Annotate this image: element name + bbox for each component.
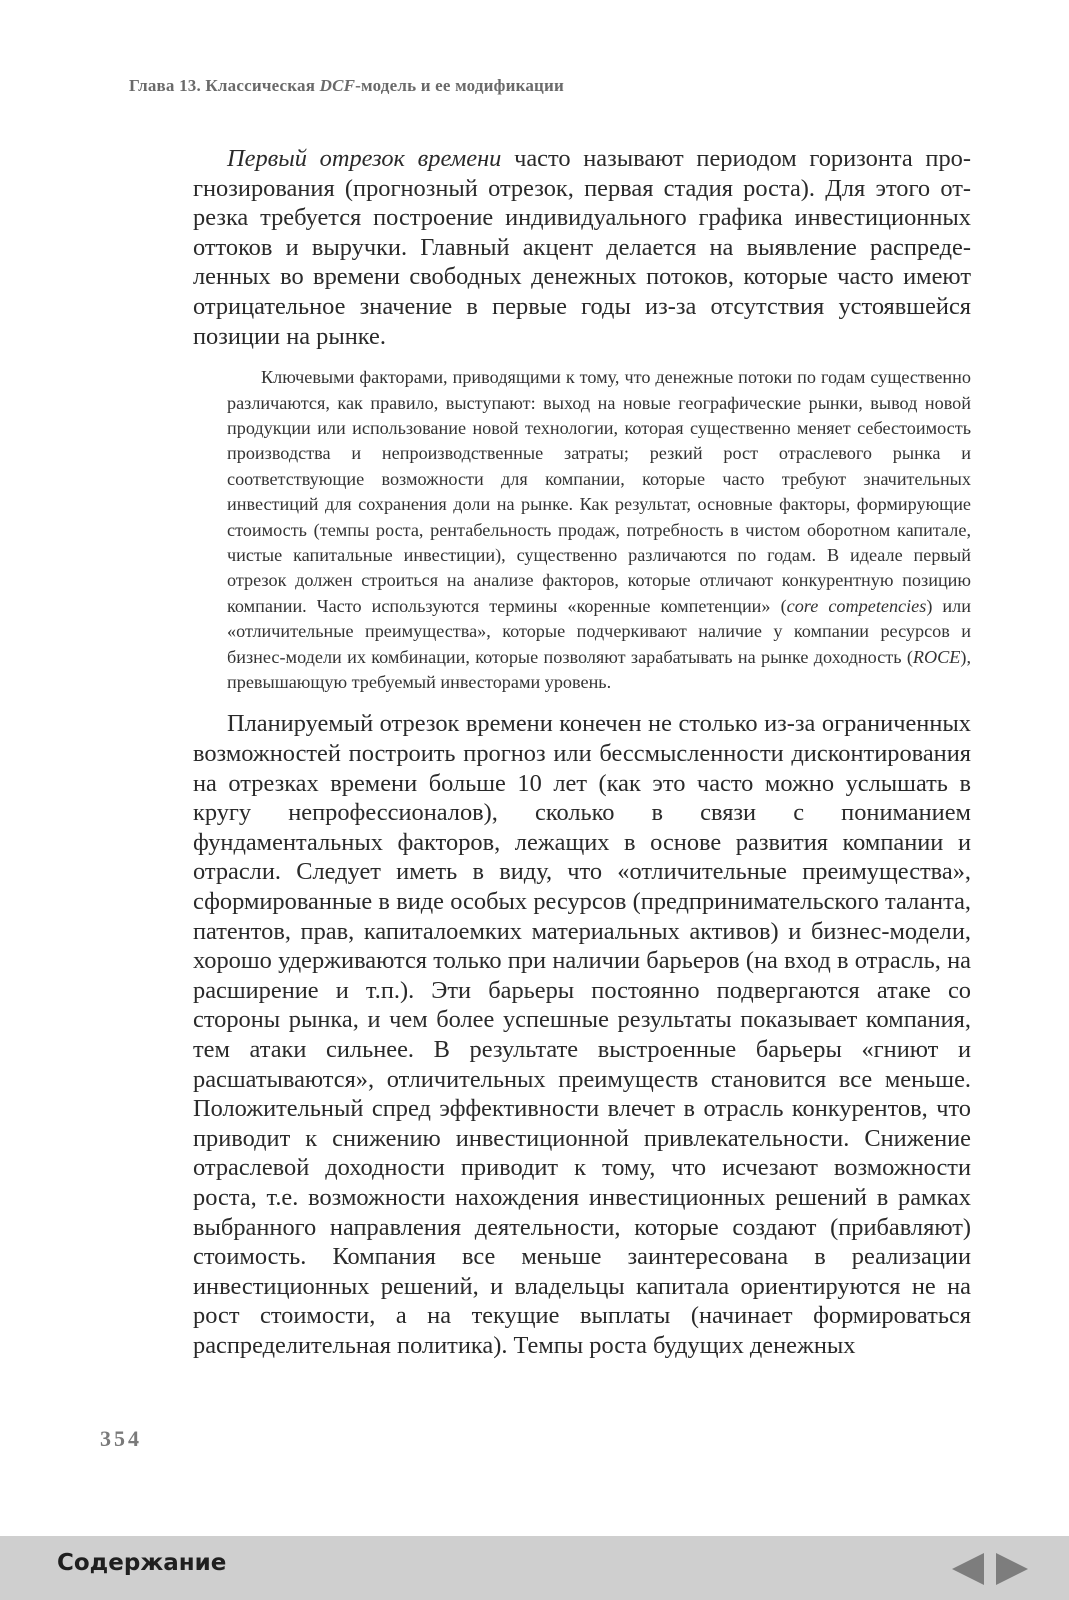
note-text-2: ) или «отличительные преимущества», которые подчеркивают наличие у компании ресурсов и бизнес-модели их комбинации, которые позволяют зарабатывать на рынке доходность ( bbox=[227, 595, 971, 667]
paragraph-text: часто называют периодом горизонта прогнозирования (прогнозный отрезок, первая стадия роста). Для этого отрезка требуется построение индивидуального графика инвестиционных оттоков и выручки. Главный акцент делается на выявление распределенных во времени свободных денежных потоков, которые часто имеют отрицательное значение в первые годы из-за отсутствия устоявшейся позиции на рынке. bbox=[193, 145, 971, 350]
note-italic-2: ROCE bbox=[912, 646, 961, 667]
page-body bbox=[193, 144, 971, 1361]
note-text-1: Ключевыми факторами, приводящими к тому, что денежные потоки по годам существенно различаются, как правило, выступают: выход на новые географические рынки, вывод новой продукции или использование новой технологии, которая существенно меняет себестоимость производства и непроизводственные затраты; резкий рост отраслевого рынка и соответствующие возможности для компании, которые часто требуют значительных инвестиций для сохранения доли на рынке. Как результат, основные факторы, формирующие стоимость (темпы роста, рентабельность продаж, потребность в чистом оборотном капитале, чистые капитальные инвестиции), существенно различаются по годам. В идеале первый отрезок должен строиться на анализе факторов, которые отличают конкурентную позицию компании. Часто используются термины «коренные компетенции» ( bbox=[227, 367, 971, 616]
paragraph-planned-period: Планируемый отрезок времени конечен не столько из-за ограниченных возможностей построить прогноз или бессмысленности дисконтирования на отрезках времени больше 10 лет (как это часто можно услышать в кругу непрофессионалов), сколько в связи с пониманием фундаментальных факторов, лежащих в основе развития компании и отрасли. Следует иметь в виду, что «отличительные преимущества», сформированные в виде особых ресурсов (предпринимательского таланта, патентов, прав, капиталоемких материальных активов) и бизнес-модели, хорошо удерживаются только при наличии барьеров (на вход в отрасль, на расширение и т.п.). Эти барьеры постоянно подвергаются атаке со стороны рынка, и чем более успешные результаты показывает компания, тем атаки сильнее. В результате выстроенные барьеры «гниют и расшатываются», отличительных преимуществ становится все меньше. Положительный спред эффективности влечет в отрасль конкурентов, что приводит к снижению инвестиционной привлекательности. Снижение отраслевой доходности приводит к тому, что исчезают возможности роста, т.е. возможности нахождения инвестиционных решений в рамках выбранного направления деятельности, которые создают (прибавляют) стоимость. Компания все меньше заинтересована в реализации инвестиционных решений, и владельцы капитала ориентируются не на рост стоимости, а на текущие выплаты (начинает формироваться распределительная политика). Темпы роста будущих денежных bbox=[193, 710, 971, 1359]
triangle-right-icon[interactable] bbox=[996, 1553, 1028, 1585]
chapter-title-italic: DCF bbox=[319, 76, 356, 95]
small-print-note bbox=[227, 365, 971, 695]
contents-link[interactable]: Содержание bbox=[57, 1550, 227, 1576]
chapter-title-suffix: -модель и ее модификации bbox=[355, 76, 565, 95]
italic-term: Первый отрезок времени bbox=[227, 145, 502, 172]
page-number: 354 bbox=[100, 1426, 142, 1451]
chapter-title-prefix: Глава 13. Классическая bbox=[129, 76, 320, 95]
note-text-3: ), превышающую требуемый инвесторами уровень. bbox=[227, 646, 971, 693]
note-italic-1: core competencies bbox=[786, 595, 927, 616]
navigation-footer bbox=[0, 1536, 1069, 1600]
running-header bbox=[129, 76, 969, 96]
paragraph-first-period bbox=[193, 144, 971, 351]
triangle-left-icon[interactable] bbox=[952, 1553, 984, 1585]
